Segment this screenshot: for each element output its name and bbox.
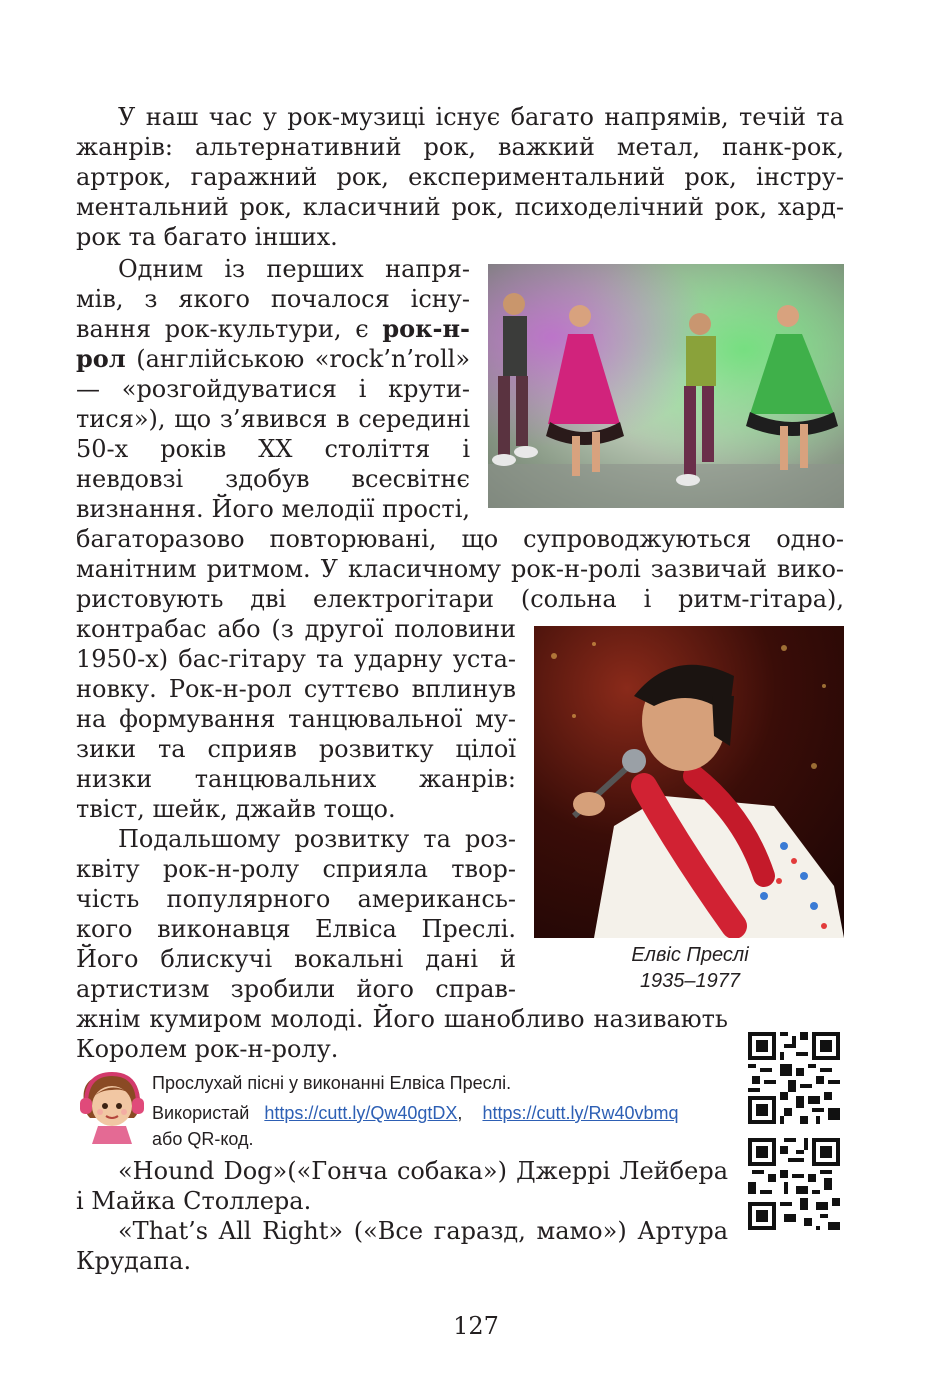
text-line: — «розгойдуватися і крути- [76,375,470,403]
note-line-3: або QR-код. [152,1129,254,1149]
term-rock-n-roll: рок-н- [382,314,470,343]
text-line: манітним ритмом. У класичному рок-н-ролі зазвичай вико- [76,555,844,583]
text-line: 50-х років XX століття і [76,435,470,463]
text-line: ристовують дві електрогітари (сольна і ритм-гітара), [76,585,844,613]
text-line: Його блискучі вокальні дані й [76,945,516,973]
note-line-1: Прослухай пісні у виконанні Елвіса Преслі. [152,1073,512,1093]
text-line: Одним із перших напря- [118,255,470,283]
text-line: У наш час у рок-музиці існує багато напрямів, течій та [118,103,844,131]
text-line: артрок, гаражний рок, експериментальний рок, інстру- [76,163,844,191]
text-line: низки танцювальних жанрів: [76,765,516,793]
song-link-2[interactable]: https://cutt.ly/Rw40vbmq [482,1103,679,1123]
text-line: багаторазово повторювані, що супроводжуються одно- [76,525,844,553]
text-line: невдовзі здобув всесвітнє [76,465,470,493]
rock-n-roll-dancers-photo [488,264,844,508]
text-line: контрабас або (з другої половини [76,615,516,643]
text-line: на формування танцювальної му- [76,705,516,733]
text-line: вання рок-культури, є рок-н- [76,314,470,343]
text-line: тися»), що з’явився в середині [76,405,470,433]
text-line: жнім кумиром молоді. Його шанобливо називають [76,1005,728,1033]
song-2-line-1: «That’s All Right» («Все гаразд, мамо») Артура [118,1217,728,1245]
term-rock-n-roll-end: рол [76,344,126,373]
song-link-1[interactable]: https://cutt.ly/Qw40gtDX [264,1103,458,1123]
text-line: Королем рок-н-ролу. [76,1035,339,1063]
girl-with-headphones-icon [76,1068,148,1144]
text-line: новку. Рок-н-рол суттєво вплинув [76,675,516,703]
song-1-line-1: «Hound Dog»(«Гонча собака») Джеррі Лейбера [118,1157,728,1185]
qr-code-1[interactable] [748,1032,840,1124]
text-line: мів, з якого почалося існу- [76,285,470,313]
text-line: квіту рок-н-ролу сприяла твор- [76,855,516,883]
note-line-2: Використай https://cutt.ly/Qw40gtDX, https://cutt.ly/Rw40vbmq [152,1103,679,1123]
text-line: 1950-х) бас-гітару та ударну уста- [76,645,516,673]
song-1-line-2: і Майка Столлера. [76,1187,312,1215]
text-line: артистизм зробили його справ- [76,975,516,1003]
text-line: кого виконавця Елвіса Преслі. [76,915,516,943]
text-line: чість популярного американсь- [76,885,516,913]
text-line: Подальшому розвитку та роз- [118,825,516,853]
text-line: зики та сприяв розвитку цілої [76,735,516,763]
text-line: визнання. Його мелодії прості, [76,495,470,523]
text-line: рок та багато інших. [76,223,338,251]
page-number: 127 [453,1312,499,1340]
photo-caption-years: 1935–1977 [639,970,741,992]
photo-caption-name: Елвіс Преслі [631,944,749,966]
text-line: ментальний рок, класичний рок, психоделічний рок, хард- [76,193,844,221]
song-2-line-2: Крудапа. [76,1247,192,1275]
use-label: Використай [152,1103,250,1123]
elvis-presley-photo [534,626,844,938]
text-line: твіст, шейк, джайв тощо. [76,795,396,823]
text-line: жанрів: альтернативний рок, важкий метал, панк-рок, [76,133,844,161]
qr-code-2[interactable] [748,1138,840,1230]
text-line: рол (англійською «rock’n’roll» [76,344,470,373]
